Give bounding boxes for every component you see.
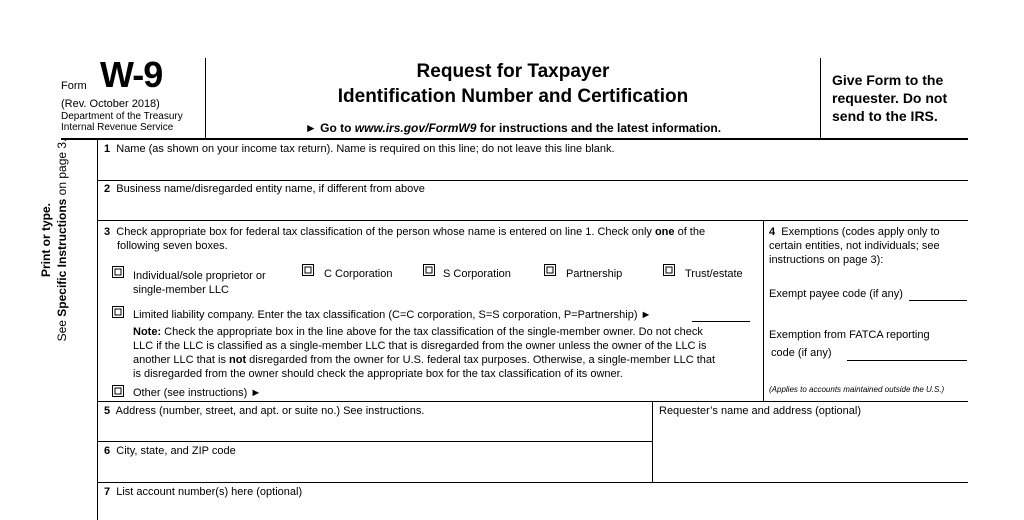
c-corporation-checkbox[interactable] <box>302 264 314 276</box>
other-checkbox[interactable] <box>112 385 124 397</box>
revision-date: (Rev. October 2018) <box>61 98 160 110</box>
rule-3 <box>98 401 968 402</box>
s-corporation-checkbox[interactable] <box>423 264 435 276</box>
line-3-label: 3 Check appropriate box for federal tax classification of the person whose name is entered on line 1. Check only one of the <box>104 226 706 238</box>
fatca-code-field[interactable] <box>847 348 967 361</box>
dept-line-2: Internal Revenue Service <box>61 122 174 133</box>
irs-url-link[interactable]: www.irs.gov/FormW9 <box>354 121 477 135</box>
city-state-zip-field[interactable] <box>98 459 651 480</box>
print-or-type: Print or type. <box>39 203 53 278</box>
title-line-2: Identification Number and Certification <box>337 86 689 107</box>
llc-tax-classification-field[interactable] <box>692 309 750 322</box>
account-numbers-field[interactable] <box>98 500 967 520</box>
trust-estate-label: Trust/estate <box>685 268 743 280</box>
instructions-link-line <box>206 121 820 135</box>
header-divider-right <box>820 58 821 138</box>
individual-label-2: single-member LLC <box>133 284 229 296</box>
see-specific-instructions: See Specific Instructions on page 3. <box>55 138 69 342</box>
exemptions-title: 4 Exemptions (codes apply only to certain entities, not individuals; see instructions on page 3): <box>769 226 940 266</box>
line-2-label: 2 Business name/disregarded entity name, if different from above <box>104 183 425 195</box>
requester-field[interactable] <box>653 420 967 480</box>
rule-1 <box>98 180 968 181</box>
partnership-checkbox[interactable] <box>544 264 556 276</box>
name-field[interactable] <box>98 157 967 179</box>
s-corporation-label: S Corporation <box>443 268 511 280</box>
line-6-label: 6 City, state, and ZIP code <box>104 445 236 457</box>
exempt-payee-label: Exempt payee code (if any) <box>769 288 903 300</box>
line-7-label: 7 List account number(s) here (optional) <box>104 486 303 498</box>
goto-prefix: ► Go to <box>304 121 355 135</box>
rule-4 <box>98 441 652 442</box>
side-instructions <box>38 30 96 450</box>
give-form-note: Give Form to the requester. Do not send to the IRS. <box>832 72 948 124</box>
rule-5 <box>98 482 968 483</box>
llc-label: Limited liability company. Enter the tax classification (C=C corporation, S=S corporation, P=Partnership) ► <box>133 309 652 321</box>
form-number: W-9 <box>100 54 163 95</box>
llc-checkbox[interactable] <box>112 306 124 318</box>
goto-suffix: for instructions and the latest information. <box>476 121 722 135</box>
partnership-label: Partnership <box>566 268 623 280</box>
line-5-label: 5 Address (number, street, and apt. or suite no.) See instructions. <box>104 405 425 417</box>
individual-label-1: Individual/sole proprietor or <box>133 270 266 282</box>
fatca-applies-note: (Applies to accounts maintained outside the U.S.) <box>769 385 945 394</box>
trust-estate-checkbox[interactable] <box>663 264 675 276</box>
address-field[interactable] <box>98 419 651 440</box>
business-name-field[interactable] <box>98 197 967 219</box>
line-3-label-cont: following seven boxes. <box>117 240 228 252</box>
individual-checkbox[interactable] <box>112 266 124 278</box>
title-line-1: Request for Taxpayer <box>416 61 610 82</box>
fatca-label-2: code (if any) <box>771 347 832 359</box>
rule-2 <box>98 220 968 221</box>
llc-note: Note: Check the appropriate box in the line above for the tax classification of the single-member owner. Do not check LLC if the LLC is classified as a single-member LLC that is disregarded from the owner unless the owner of the LLC is another LLC that is not disregarded from the owner for U.S. federal tax purposes. Otherwise, a single-member LLC that is disregarded from the owner should check the appropriate box for the tax classification of its owner. <box>133 326 716 380</box>
exempt-payee-code-field[interactable] <box>909 288 967 301</box>
form-word: Form <box>61 80 87 92</box>
c-corporation-label: C Corporation <box>324 268 393 280</box>
dept-line-1: Department of the Treasury <box>61 111 183 122</box>
requester-label: Requester’s name and address (optional) <box>659 405 861 417</box>
line-1-label: 1 Name (as shown on your income tax return). Name is required on this line; do not leave this line blank. <box>104 143 615 155</box>
header-rule <box>61 138 968 140</box>
fatca-label-1: Exemption from FATCA reporting <box>769 329 930 341</box>
other-label: Other (see instructions) ► <box>133 387 262 399</box>
exemptions-divider <box>763 221 764 401</box>
